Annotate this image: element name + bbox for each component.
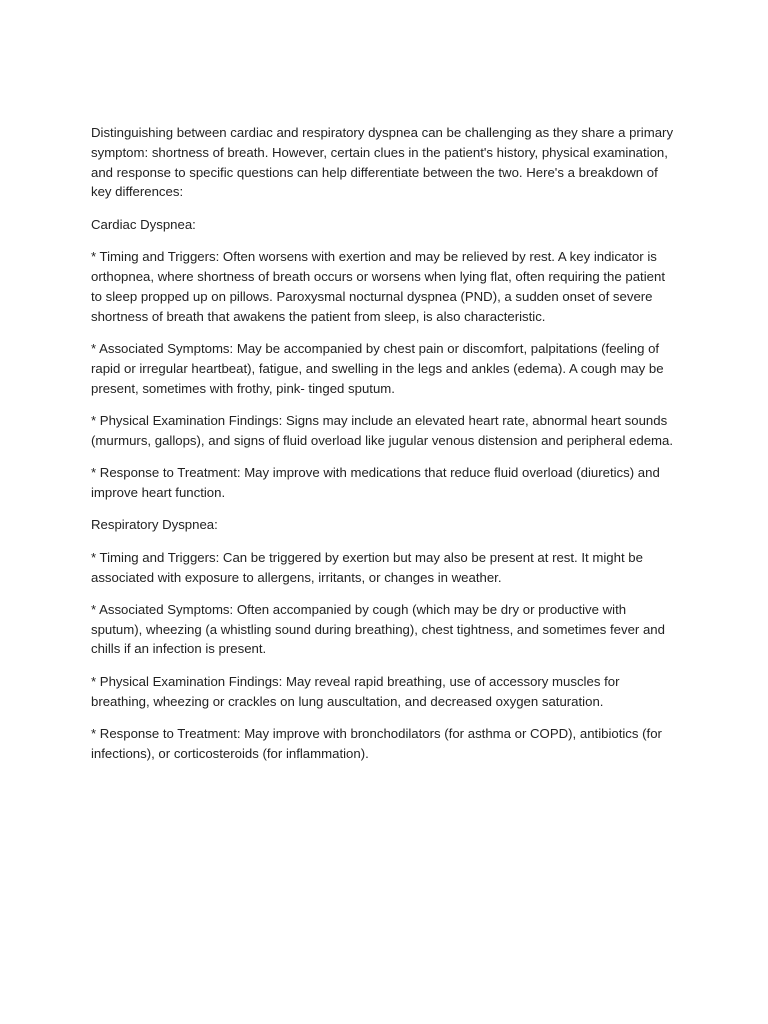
cardiac-timing-paragraph: * Timing and Triggers: Often worsens with exertion and may be relieved by rest. A key indicator is orthopnea, where shortness of breath occurs or worsens when lying flat, often requiring the patient to sleep propped up on pillows. Paroxysmal nocturnal dyspnea (PND), a sudden onset of severe shortness of breath that awakens the patient from sleep, is also characteristic. [91, 249, 665, 324]
respiratory-timing-paragraph: * Timing and Triggers: Can be triggered by exertion but may also be present at rest. It might be associated with exposure to allergens, irritants, or changes in weather. [91, 549, 643, 585]
respiratory-symptoms-paragraph: * Associated Symptoms: Often accompanied by cough (which may be dry or productive with sputum), wheezing (a whistling sound during breathing), chest tightness, and sometimes fever and chills if an infection is present. [91, 601, 665, 657]
cardiac-exam-paragraph: * Physical Examination Findings: Signs may include an elevated heart rate, abnormal heart sounds (murmurs, gallops), and signs of fluid overload like jugular venous distension and peripheral edema. [91, 412, 674, 448]
cardiac-symptoms-paragraph: * Associated Symptoms: May be accompanied by chest pain or discomfort, palpitations (feeling of rapid or irregular heartbeat), fatigue, and swelling in the legs and ankles (edema). A cough may be present, sometimes with frothy, pink- tinged sputum. [91, 340, 664, 396]
respiratory-exam-paragraph: * Physical Examination Findings: May reveal rapid breathing, use of accessory muscles for breathing, wheezing or crackles on lung auscultation, and decreased oxygen saturation. [91, 673, 620, 709]
cardiac-treatment-paragraph: * Response to Treatment: May improve with medications that reduce fluid overload (diuretics) and improve heart function. [91, 465, 660, 500]
document-body [91, 123, 677, 764]
section-heading-cardiac: Cardiac Dyspnea: [91, 216, 196, 232]
respiratory-treatment-paragraph: * Response to Treatment: May improve with bronchodilators (for asthma or COPD), antibiotics (for infections), or corticosteroids (for inflammation). [91, 726, 662, 761]
section-heading-respiratory: Respiratory Dyspnea: [91, 517, 218, 533]
intro-paragraph: Distinguishing between cardiac and respiratory dyspnea can be challenging as they share a primary symptom: shortness of breath. However, certain clues in the patient's history, physical examination, and response to specific questions can help differentiate between the two. Here's a breakdown of key differences: [91, 125, 674, 200]
